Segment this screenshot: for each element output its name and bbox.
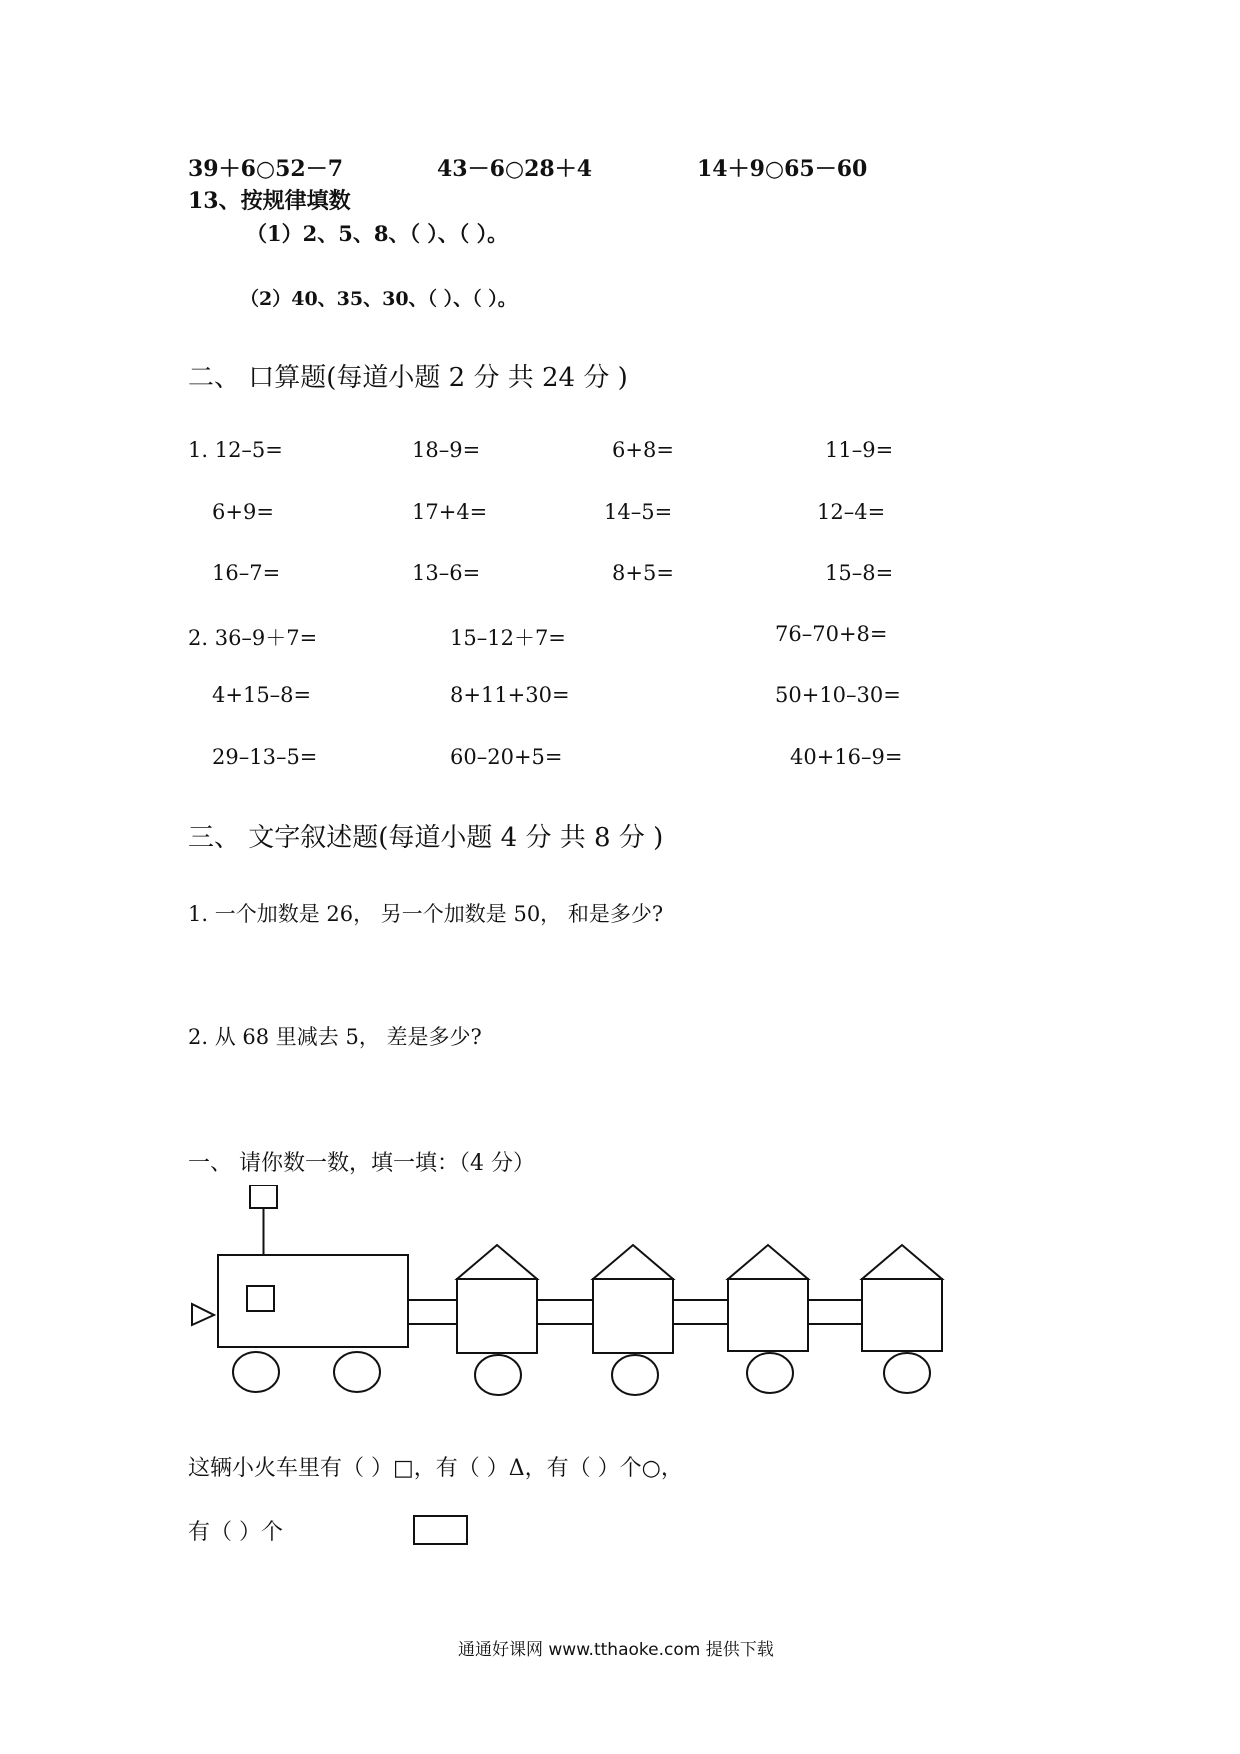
section1-heading: 一、 请你数一数，填一填：（4 分） <box>188 1151 535 1176</box>
section1-answer-line-2: 有（ ）个 <box>188 1520 283 1545</box>
s2-r3-c2: 13–6= <box>412 561 481 585</box>
wheel <box>334 1352 380 1392</box>
s2-r6-c2: 60–20+5= <box>450 745 563 769</box>
s2-r5-c3: 50+10–30= <box>775 683 901 707</box>
s2-r3-c3: 8+5= <box>612 561 674 585</box>
car-roof-triangle <box>728 1245 808 1279</box>
q13-title: 13、按规律填数 <box>188 188 351 214</box>
s2-r1-c4: 11–9= <box>825 438 894 462</box>
section3-q1: 1. 一个加数是 26， 另一个加数是 50， 和是多少? <box>188 902 664 926</box>
s2-r2-c1: 6+9= <box>212 500 274 524</box>
s2-r5-c2: 8+11+30= <box>450 683 570 707</box>
car-roof-triangle <box>862 1245 942 1279</box>
section1-answer-line-1: 这辆小火车里有（ ）□，有（ ）Δ，有（ ）个○， <box>188 1456 683 1481</box>
s2-r2-c2: 17+4= <box>412 500 488 524</box>
s2-r1-c3: 6+8= <box>612 438 674 462</box>
section3-heading: 三、 文字叙述题(每道小题 4 分 共 8 分 ) <box>188 823 664 853</box>
s2-r4-c1: 2. 36–9＋7= <box>188 626 318 650</box>
wheel <box>747 1353 793 1393</box>
car-roof-triangle <box>593 1245 673 1279</box>
s2-r2-c3: 14–5= <box>604 500 673 524</box>
wheel <box>884 1353 930 1393</box>
section3-q2: 2. 从 68 里减去 5， 差是多少? <box>188 1025 482 1049</box>
s2-r4-c3: 76–70+8= <box>775 622 888 646</box>
q13-line-1: （1）2、5、8、（ ）、（ ）。 <box>246 221 509 246</box>
s2-r3-c4: 15–8= <box>825 561 894 585</box>
car-body <box>728 1279 808 1351</box>
engine-front-triangle <box>192 1304 214 1325</box>
compare-item-1: 39＋6○52－7 <box>188 156 344 182</box>
chimney-square <box>250 1185 277 1208</box>
wheel <box>612 1355 658 1395</box>
s2-r4-c2: 15–12＋7= <box>450 626 566 650</box>
s2-r1-c1: 1. 12–5= <box>188 438 283 462</box>
wheel <box>233 1352 279 1392</box>
car-roof-triangle <box>457 1245 537 1279</box>
engine-window <box>247 1286 274 1311</box>
s2-r6-c3: 40+16–9= <box>790 745 903 769</box>
s2-r2-c4: 12–4= <box>817 500 886 524</box>
car-body <box>862 1279 942 1351</box>
s2-r5-c1: 4+15–8= <box>212 683 312 707</box>
train-diagram <box>180 1185 960 1410</box>
rectangle-shape-icon <box>413 1515 468 1545</box>
compare-item-2: 43－6○28＋4 <box>437 156 593 182</box>
s2-r1-c2: 18–9= <box>412 438 481 462</box>
s2-r3-c1: 16–7= <box>212 561 281 585</box>
wheel <box>475 1355 521 1395</box>
car-body <box>457 1279 537 1353</box>
q13-line-2: （2）40、35、30、（ ）、（ ）。 <box>240 288 517 310</box>
compare-item-3: 14＋9○65－60 <box>697 156 868 182</box>
section2-heading: 二、 口算题(每道小题 2 分 共 24 分 ) <box>188 363 628 393</box>
car-body <box>593 1279 673 1353</box>
s2-r6-c1: 29–13–5= <box>212 745 318 769</box>
footer-text: 通通好课网 www.tthaoke.com 提供下载 <box>458 1640 774 1660</box>
